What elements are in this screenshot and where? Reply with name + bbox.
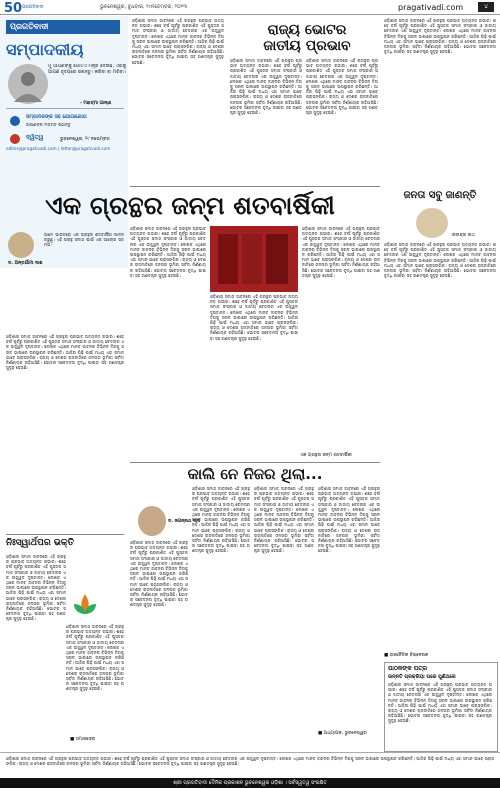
contact-note: ଆପଣଙ୍କ ମତାମତ ପଠାନ୍ତୁ [26, 122, 71, 127]
main-sidebar-text: ଆମେ ଭାରତରେ ଏକ ଗ୍ରନ୍ଥର ଶତବାର୍ଷିକୀ ପାଳନ କରୁଛୁ। ଏହି ଗ୍ରନ୍ଥ ସମାଜ ପାଇଁ ଏକ ଆଲୋକ ସ୍ତମ୍ଭ। [44, 232, 124, 248]
nihswartha-column-2: ଓଡ଼ିଶାର ସମାଜ ଜୀବନରେ ଏହି ଗ୍ରନ୍ଥର ପ୍ରଭାବ ଅତ୍ୟନ୍ତ ଗଭୀର। ଶହେ ବର୍ଷ ପୂର୍ବରୁ ପ୍ରକାଶିତ ଏହି ପୁସ୍ତକ ସମାଜ ସଂସ୍କାର ଓ ଜାତୀୟ ଚେତନାର ଏକ ଉଜ୍ଜ୍ୱଳ ଦୃଷ୍ଟାନ୍ତ। ଲେଖକ ଏଥିରେ ମାନବ ଜୀବନର ବିଭିନ୍ନ ଦିଗକୁ ସରଳ ଭାଷାରେ ଉପସ୍ଥାପନ କରିଛନ୍ତି। ଆଜିର ପିଢ଼ି ପାଇଁ ମଧ୍ୟ ଏହା ସମାନ ଭାବେ ପ୍ରାସଙ୍ଗିକ। ରାଜ୍ୟ ଓ ଦେଶର ରାଜନୀତିରେ ଜନତାର ଭୂମିକା ସର୍ବଦା ନିର୍ଣ୍ଣାୟକ ରହିଆସିଛି। ଭୋଟର ସଚେତନତା ବୃଦ୍ଧି ପାଇବା ସହ ଗଣତନ୍ତ୍ର ସୁଦୃଢ଼ ହେଉଛି। [66, 624, 124, 692]
main-column-1: ଓଡ଼ିଶାର ସମାଜ ଜୀବନରେ ଏହି ଗ୍ରନ୍ଥର ପ୍ରଭାବ ଅତ୍ୟନ୍ତ ଗଭୀର। ଶହେ ବର୍ଷ ପୂର୍ବରୁ ପ୍ରକାଶିତ ଏହି ପୁସ୍ତକ ସମାଜ ସଂସ୍କାର ଓ ଜାତୀୟ ଚେତନାର ଏକ ଉଜ୍ଜ୍ୱଳ ଦୃଷ୍ଟାନ୍ତ। ଲେଖକ ଏଥିରେ ମାନବ ଜୀବନର ବିଭିନ୍ନ ଦିଗକୁ ସରଳ ଭାଷାରେ ଉପସ୍ଥାପନ କରିଛନ୍ତି। ଆଜିର ପିଢ଼ି ପାଇଁ ମଧ୍ୟ ଏହା ସମାନ ଭାବେ ପ୍ରାସଙ୍ଗିକ। ରାଜ୍ୟ ଓ ଦେଶର ରାଜନୀତିରେ ଜନତାର ଭୂମିକା ସର୍ବଦା ନିର୍ଣ୍ଣାୟକ ରହିଆସିଛି। ଭୋଟର ସଚେତନତା ବୃଦ୍ଧି ପାଇବା ସହ ଗଣତନ୍ତ୍ର ସୁଦୃଢ଼ ହେଉଛି। [6, 334, 124, 371]
kali-headline: କାଲି ନେ ନିଜର ଥିଲା... [187, 465, 323, 483]
nihswartha-column-1: ଓଡ଼ିଶାର ସମାଜ ଜୀବନରେ ଏହି ଗ୍ରନ୍ଥର ପ୍ରଭାବ ଅତ୍ୟନ୍ତ ଗଭୀର। ଶହେ ବର୍ଷ ପୂର୍ବରୁ ପ୍ରକାଶିତ ଏହି ପୁସ୍ତକ ସମାଜ ସଂସ୍କାର ଓ ଜାତୀୟ ଚେତନାର ଏକ ଉଜ୍ଜ୍ୱଳ ଦୃଷ୍ଟାନ୍ତ। ଲେଖକ ଏଥିରେ ମାନବ ଜୀବନର ବିଭିନ୍ନ ଦିଗକୁ ସରଳ ଭାଷାରେ ଉପସ୍ଥାପନ କରିଛନ୍ତି। ଆଜିର ପିଢ଼ି ପାଇଁ ମଧ୍ୟ ଏହା ସମାନ ଭାବେ ପ୍ରାସଙ୍ଗିକ। ରାଜ୍ୟ ଓ ଦେଶର ରାଜନୀତିରେ ଜନତାର ଭୂମିକା ସର୍ବଦା ନିର୍ଣ୍ଣାୟକ ରହିଆସିଛି। ଭୋଟର ସଚେତନତା ବୃଦ୍ଧି ପାଇବା ସହ ଗଣତନ୍ତ୍ର ସୁଦୃଢ଼ ହେଉଛି। [6, 554, 66, 622]
bottom-strip: ଶ୍ରୀ ପ୍ରଗତିବାଦୀ ଦୈନିକ ପ୍ରକାଶନ ଭୁବନେଶ୍ୱର ଓଡ଼ିଶା । ସର୍ବସ୍ୱତ୍ୱ ସଂରକ୍ଷିତ [0, 778, 500, 788]
divider [6, 534, 124, 535]
main-column-4: ଓଡ଼ିଶାର ସମାଜ ଜୀବନରେ ଏହି ଗ୍ରନ୍ଥର ପ୍ରଭାବ ଅତ୍ୟନ୍ତ ଗଭୀର। ଶହେ ବର୍ଷ ପୂର୍ବରୁ ପ୍ରକାଶିତ ଏହି ପୁସ୍ତକ ସମାଜ ସଂସ୍କାର ଓ ଜାତୀୟ ଚେତନାର ଏକ ଉଜ୍ଜ୍ୱଳ ଦୃଷ୍ଟାନ୍ତ। ଲେଖକ ଏଥିରେ ମାନବ ଜୀବନର ବିଭିନ୍ନ ଦିଗକୁ ସରଳ ଭାଷାରେ ଉପସ୍ଥାପନ କରିଛନ୍ତି। ଆଜିର ପିଢ଼ି ପାଇଁ ମଧ୍ୟ ଏହା ସମାନ ଭାବେ ପ୍ରାସଙ୍ଗିକ। ରାଜ୍ୟ ଓ ଦେଶର ରାଜନୀତିରେ ଜନତାର ଭୂମିକା ସର୍ବଦା ନିର୍ଣ୍ଣାୟକ ରହିଆସିଛି। ଭୋଟର ସଚେତନତା ବୃଦ୍ଧି ପାଇବା ସହ ଗଣତନ୍ତ୍ର ସୁଦୃଢ଼ ହେଉଛି। [302, 226, 380, 278]
anniversary-sub: ପ୍ରଗତିବାଦୀ [22, 5, 44, 10]
quote-author: - ମହାତ୍ମା ଗାନ୍ଧୀ [80, 101, 112, 106]
janata-end: ■ ରାଜନୈତିକ ବିଶ୍ଳେଷକ [384, 653, 429, 658]
politics-headline-line-2: ଜାତୀୟ ପ୍ରଭାବ [263, 38, 351, 54]
main-column-3: ଓଡ଼ିଶାର ସମାଜ ଜୀବନରେ ଏହି ଗ୍ରନ୍ଥର ପ୍ରଭାବ ଅତ୍ୟନ୍ତ ଗଭୀର। ଶହେ ବର୍ଷ ପୂର୍ବରୁ ପ୍ରକାଶିତ ଏହି ପୁସ୍ତକ ସମାଜ ସଂସ୍କାର ଓ ଜାତୀୟ ଚେତନାର ଏକ ଉଜ୍ଜ୍ୱଳ ଦୃଷ୍ଟାନ୍ତ। ଲେଖକ ଏଥିରେ ମାନବ ଜୀବନର ବିଭିନ୍ନ ଦିଗକୁ ସରଳ ଭାଷାରେ ଉପସ୍ଥାପନ କରିଛନ୍ତି। ଆଜିର ପିଢ଼ି ପାଇଁ ମଧ୍ୟ ଏହା ସମାନ ଭାବେ ପ୍ରାସଙ୍ଗିକ। ରାଜ୍ୟ ଓ ଦେଶର ରାଜନୀତିରେ ଜନତାର ଭୂମିକା ସର୍ବଦା ନିର୍ଣ୍ଣାୟକ ରହିଆସିଛି। ଭୋଟର ସଚେତନତା ବୃଦ୍ଧି ପାଇବା ସହ ଗଣତନ୍ତ୍ର ସୁଦୃଢ଼ ହେଉଛି। [210, 294, 298, 341]
letters-headline: ଉନ୍ନତି ପ୍ରକ୍ରିୟା ପରେ ପୁଣିଥରେ [388, 674, 456, 680]
anniversary-number: 50 [4, 1, 23, 16]
divider [130, 462, 380, 463]
main-headline: ଏକ ଗ୍ରନ୍ଥର ଜନ୍ମ ଶତବାର୍ଷିକୀ [45, 191, 335, 220]
section-title: ସମ୍ପାଦକୀୟ [6, 40, 84, 59]
contact-icon [10, 116, 20, 126]
divider [130, 186, 380, 187]
location-icon [10, 134, 20, 144]
janata-body: ଓଡ଼ିଶାର ସମାଜ ଜୀବନରେ ଏହି ଗ୍ରନ୍ଥର ପ୍ରଭାବ ଅତ୍ୟନ୍ତ ଗଭୀର। ଶହେ ବର୍ଷ ପୂର୍ବରୁ ପ୍ରକାଶିତ ଏହି ପୁସ୍ତକ ସମାଜ ସଂସ୍କାର ଓ ଜାତୀୟ ଚେତନାର ଏକ ଉଜ୍ଜ୍ୱଳ ଦୃଷ୍ଟାନ୍ତ। ଲେଖକ ଏଥିରେ ମାନବ ଜୀବନର ବିଭିନ୍ନ ଦିଗକୁ ସରଳ ଭାଷାରେ ଉପସ୍ଥାପନ କରିଛନ୍ତି। ଆଜିର ପିଢ଼ି ପାଇଁ ମଧ୍ୟ ଏହା ସମାନ ଭାବେ ପ୍ରାସଙ୍ଗିକ। ରାଜ୍ୟ ଓ ଦେଶର ରାଜନୀତିରେ ଜନତାର ଭୂମିକା ସର୍ବଦା ନିର୍ଣ୍ଣାୟକ ରହିଆସିଛି। ଭୋଟର ସଚେତନତା ବୃଦ୍ଧି ପାଇବା ସହ ଗଣତନ୍ତ୍ର ସୁଦୃଢ଼ ହେଉଛି। [384, 242, 496, 279]
anniversary-logo [4, 1, 22, 16]
kali-column-1: ଓଡ଼ିଶାର ସମାଜ ଜୀବନରେ ଏହି ଗ୍ରନ୍ଥର ପ୍ରଭାବ ଅତ୍ୟନ୍ତ ଗଭୀର। ଶହେ ବର୍ଷ ପୂର୍ବରୁ ପ୍ରକାଶିତ ଏହି ପୁସ୍ତକ ସମାଜ ସଂସ୍କାର ଓ ଜାତୀୟ ଚେତନାର ଏକ ଉଜ୍ଜ୍ୱଳ ଦୃଷ୍ଟାନ୍ତ। ଲେଖକ ଏଥିରେ ମାନବ ଜୀବନର ବିଭିନ୍ନ ଦିଗକୁ ସରଳ ଭାଷାରେ ଉପସ୍ଥାପନ କରିଛନ୍ତି। ଆଜିର ପିଢ଼ି ପାଇଁ ମଧ୍ୟ ଏହା ସମାନ ଭାବେ ପ୍ରାସଙ୍ଗିକ। ରାଜ୍ୟ ଓ ଦେଶର ରାଜନୀତିରେ ଜନତାର ଭୂମିକା ସର୍ବଦା ନିର୍ଣ୍ଣାୟକ ରହିଆସିଛି। ଭୋଟର ସଚେତନତା ବୃଦ୍ଧି ପାଇବା ସହ ଗଣତନ୍ତ୍ର ସୁଦୃଢ଼ ହେଉଛି। [130, 540, 188, 608]
janata-author-photo [416, 208, 448, 238]
main-caption: ଏକ ଗ୍ରନ୍ଥର ଜନ୍ମ ଶତବାର୍ଷିକୀ [300, 453, 352, 458]
letters-title: ପାଠକଙ୍କ ପତ୍ର [388, 665, 428, 672]
politics-column-2: ଓଡ଼ିଶାର ସମାଜ ଜୀବନରେ ଏହି ଗ୍ରନ୍ଥର ପ୍ରଭାବ ଅତ୍ୟନ୍ତ ଗଭୀର। ଶହେ ବର୍ଷ ପୂର୍ବରୁ ପ୍ରକାଶିତ ଏହି ପୁସ୍ତକ ସମାଜ ସଂସ୍କାର ଓ ଜାତୀୟ ଚେତନାର ଏକ ଉଜ୍ଜ୍ୱଳ ଦୃଷ୍ଟାନ୍ତ। ଲେଖକ ଏଥିରେ ମାନବ ଜୀବନର ବିଭିନ୍ନ ଦିଗକୁ ସରଳ ଭାଷାରେ ଉପସ୍ଥାପନ କରିଛନ୍ତି। ଆଜିର ପିଢ଼ି ପାଇଁ ମଧ୍ୟ ଏହା ସମାନ ଭାବେ ପ୍ରାସଙ୍ଗିକ। ରାଜ୍ୟ ଓ ଦେଶର ରାଜନୀତିରେ ଜନତାର ଭୂମିକା ସର୍ବଦା ନିର୍ଣ୍ଣାୟକ ରହିଆସିଛି। ଭୋଟର ସଚେତନତା ବୃଦ୍ଧି ପାଇବା ସହ ଗଣତନ୍ତ୍ର ସୁଦୃଢ଼ ହେଉଛି। [306, 58, 378, 116]
politics-headline-line-1: ରାଜ୍ୟ ଭୋଟର [267, 22, 347, 38]
book-image [210, 226, 298, 292]
page-number: ୪ [478, 2, 494, 12]
kali-author: ଡ. ଜଗନ୍ନାଥ ଦାସ [168, 519, 200, 524]
politics-column-1: ଓଡ଼ିଶାର ସମାଜ ଜୀବନରେ ଏହି ଗ୍ରନ୍ଥର ପ୍ରଭାବ ଅତ୍ୟନ୍ତ ଗଭୀର। ଶହେ ବର୍ଷ ପୂର୍ବରୁ ପ୍ରକାଶିତ ଏହି ପୁସ୍ତକ ସମାଜ ସଂସ୍କାର ଓ ଜାତୀୟ ଚେତନାର ଏକ ଉଜ୍ଜ୍ୱଳ ଦୃଷ୍ଟାନ୍ତ। ଲେଖକ ଏଥିରେ ମାନବ ଜୀବନର ବିଭିନ୍ନ ଦିଗକୁ ସରଳ ଭାଷାରେ ଉପସ୍ଥାପନ କରିଛନ୍ତି। ଆଜିର ପିଢ଼ି ପାଇଁ ମଧ୍ୟ ଏହା ସମାନ ଭାବେ ପ୍ରାସଙ୍ଗିକ। ରାଜ୍ୟ ଓ ଦେଶର ରାଜନୀତିରେ ଜନତାର ଭୂମିକା ସର୍ବଦା ନିର୍ଣ୍ଣାୟକ ରହିଆସିଛି। ଭୋଟର ସଚେତନତା ବୃଦ୍ଧି ପାଇବା ସହ ଗଣତନ୍ତ୍ର ସୁଦୃଢ଼ ହେଉଛି। [230, 58, 302, 116]
politics-headline [236, 22, 378, 54]
main-author: ଡ. ଅନ୍ତର୍ଯାମୀ ଦାଶ [8, 261, 43, 266]
label-bhubaneswar: ଭୁବନେଶ୍ୱର, ୨୯ ନଭେମ୍ବର [60, 137, 110, 142]
email-line[interactable]: editor@pragativadi.com | letter@pragativadi.com [6, 146, 111, 151]
kali-column-4: ଓଡ଼ିଶାର ସମାଜ ଜୀବନରେ ଏହି ଗ୍ରନ୍ଥର ପ୍ରଭାବ ଅତ୍ୟନ୍ତ ଗଭୀର। ଶହେ ବର୍ଷ ପୂର୍ବରୁ ପ୍ରକାଶିତ ଏହି ପୁସ୍ତକ ସମାଜ ସଂସ୍କାର ଓ ଜାତୀୟ ଚେତନାର ଏକ ଉଜ୍ଜ୍ୱଳ ଦୃଷ୍ଟାନ୍ତ। ଲେଖକ ଏଥିରେ ମାନବ ଜୀବନର ବିଭିନ୍ନ ଦିଗକୁ ସରଳ ଭାଷାରେ ଉପସ୍ଥାପନ କରିଛନ୍ତି। ଆଜିର ପିଢ଼ି ପାଇଁ ମଧ୍ୟ ଏହା ସମାନ ଭାବେ ପ୍ରାସଙ୍ଗିକ। ରାଜ୍ୟ ଓ ଦେଶର ରାଜନୀତିରେ ଜନତାର ଭୂମିକା ସର୍ବଦା ନିର୍ଣ୍ଣାୟକ ରହିଆସିଛି। ଭୋଟର ସଚେତନତା ବୃଦ୍ଧି ପାଇବା ସହ ଗଣତନ୍ତ୍ର ସୁଦୃଢ଼ ହେଉଛି। [318, 486, 380, 554]
site-url[interactable]: pragativadi.com [398, 3, 464, 12]
kali-column-2: ଓଡ଼ିଶାର ସମାଜ ଜୀବନରେ ଏହି ଗ୍ରନ୍ଥର ପ୍ରଭାବ ଅତ୍ୟନ୍ତ ଗଭୀର। ଶହେ ବର୍ଷ ପୂର୍ବରୁ ପ୍ରକାଶିତ ଏହି ପୁସ୍ତକ ସମାଜ ସଂସ୍କାର ଓ ଜାତୀୟ ଚେତନାର ଏକ ଉଜ୍ଜ୍ୱଳ ଦୃଷ୍ଟାନ୍ତ। ଲେଖକ ଏଥିରେ ମାନବ ଜୀବନର ବିଭିନ୍ନ ଦିଗକୁ ସରଳ ଭାଷାରେ ଉପସ୍ଥାପନ କରିଛନ୍ତି। ଆଜିର ପିଢ଼ି ପାଇଁ ମଧ୍ୟ ଏହା ସମାନ ଭାବେ ପ୍ରାସଙ୍ଗିକ। ରାଜ୍ୟ ଓ ଦେଶର ରାଜନୀତିରେ ଜନତାର ଭୂମିକା ସର୍ବଦା ନିର୍ଣ୍ଣାୟକ ରହିଆସିଛି। ଭୋଟର ସଚେତନତା ବୃଦ୍ଧି ପାଇବା ସହ ଗଣତନ୍ତ୍ର ସୁଦୃଢ଼ ହେଉଛି। [192, 486, 250, 554]
janata-headline: ଜନତା ସବୁ ଜାଣନ୍ତି [403, 190, 477, 201]
nihswartha-headline: ନିଃସ୍ୱାର୍ଥପର ଭକ୍ତି [6, 538, 74, 548]
politics-column-3: ଓଡ଼ିଶାର ସମାଜ ଜୀବନରେ ଏହି ଗ୍ରନ୍ଥର ପ୍ରଭାବ ଅତ୍ୟନ୍ତ ଗଭୀର। ଶହେ ବର୍ଷ ପୂର୍ବରୁ ପ୍ରକାଶିତ ଏହି ପୁସ୍ତକ ସମାଜ ସଂସ୍କାର ଓ ଜାତୀୟ ଚେତନାର ଏକ ଉଜ୍ଜ୍ୱଳ ଦୃଷ୍ଟାନ୍ତ। ଲେଖକ ଏଥିରେ ମାନବ ଜୀବନର ବିଭିନ୍ନ ଦିଗକୁ ସରଳ ଭାଷାରେ ଉପସ୍ଥାପନ କରିଛନ୍ତି। ଆଜିର ପିଢ଼ି ପାଇଁ ମଧ୍ୟ ଏହା ସମାନ ଭାବେ ପ୍ରାସଙ୍ଗିକ। ରାଜ୍ୟ ଓ ଦେଶର ରାଜନୀତିରେ ଜନତାର ଭୂମିକା ସର୍ବଦା ନିର୍ଣ୍ଣାୟକ ରହିଆସିଛି। ଭୋଟର ସଚେତନତା ବୃଦ୍ଧି ପାଇବା ସହ ଗଣତନ୍ତ୍ର ସୁଦୃଢ଼ ହେଉଛି। [384, 18, 496, 55]
janata-author: ରବୀନ୍ଦ୍ର ନାଥ [452, 233, 475, 238]
label-dwitwa: ଦ୍ୱିତ୍ୱ [26, 134, 44, 141]
kali-column-3: ଓଡ଼ିଶାର ସମାଜ ଜୀବନରେ ଏହି ଗ୍ରନ୍ଥର ପ୍ରଭାବ ଅତ୍ୟନ୍ତ ଗଭୀର। ଶହେ ବର୍ଷ ପୂର୍ବରୁ ପ୍ରକାଶିତ ଏହି ପୁସ୍ତକ ସମାଜ ସଂସ୍କାର ଓ ଜାତୀୟ ଚେତନାର ଏକ ଉଜ୍ଜ୍ୱଳ ଦୃଷ୍ଟାନ୍ତ। ଲେଖକ ଏଥିରେ ମାନବ ଜୀବନର ବିଭିନ୍ନ ଦିଗକୁ ସରଳ ଭାଷାରେ ଉପସ୍ଥାପନ କରିଛନ୍ତି। ଆଜିର ପିଢ଼ି ପାଇଁ ମଧ୍ୟ ଏହା ସମାନ ଭାବେ ପ୍ରାସଙ୍ଗିକ। ରାଜ୍ୟ ଓ ଦେଶର ରାଜନୀତିରେ ଜନତାର ଭୂମିକା ସର୍ବଦା ନିର୍ଣ୍ଣାୟକ ରହିଆସିଛି। ଭୋଟର ସଚେତନତା ବୃଦ୍ଧି ପାଇବା ସହ ଗଣତନ୍ତ୍ର ସୁଦୃଢ଼ ହେଉଛି। [254, 486, 314, 554]
editorial-column-1: ଓଡ଼ିଶାର ସମାଜ ଜୀବନରେ ଏହି ଗ୍ରନ୍ଥର ପ୍ରଭାବ ଅତ୍ୟନ୍ତ ଗଭୀର। ଶହେ ବର୍ଷ ପୂର୍ବରୁ ପ୍ରକାଶିତ ଏହି ପୁସ୍ତକ ସମାଜ ସଂସ୍କାର ଓ ଜାତୀୟ ଚେତନାର ଏକ ଉଜ୍ଜ୍ୱଳ ଦୃଷ୍ଟାନ୍ତ। ଲେଖକ ଏଥିରେ ମାନବ ଜୀବନର ବିଭିନ୍ନ ଦିଗକୁ ସରଳ ଭାଷାରେ ଉପସ୍ଥାପନ କରିଛନ୍ତି। ଆଜିର ପିଢ଼ି ପାଇଁ ମଧ୍ୟ ଏହା ସମାନ ଭାବେ ପ୍ରାସଙ୍ଗିକ। ରାଜ୍ୟ ଓ ଦେଶର ରାଜନୀତିରେ ଜନତାର ଭୂମିକା ସର୍ବଦା ନିର୍ଣ୍ଣାୟକ ରହିଆସିଛି। ଭୋଟର ସଚେତନତା ବୃଦ୍ଧି ପାଇବା ସହ ଗଣତନ୍ତ୍ର ସୁଦୃଢ଼ ହେଉଛି। [132, 18, 224, 65]
gandhi-portrait [8, 64, 48, 104]
main-column-2: ଓଡ଼ିଶାର ସମାଜ ଜୀବନରେ ଏହି ଗ୍ରନ୍ଥର ପ୍ରଭାବ ଅତ୍ୟନ୍ତ ଗଭୀର। ଶହେ ବର୍ଷ ପୂର୍ବରୁ ପ୍ରକାଶିତ ଏହି ପୁସ୍ତକ ସମାଜ ସଂସ୍କାର ଓ ଜାତୀୟ ଚେତନାର ଏକ ଉଜ୍ଜ୍ୱଳ ଦୃଷ୍ଟାନ୍ତ। ଲେଖକ ଏଥିରେ ମାନବ ଜୀବନର ବିଭିନ୍ନ ଦିଗକୁ ସରଳ ଭାଷାରେ ଉପସ୍ଥାପନ କରିଛନ୍ତି। ଆଜିର ପିଢ଼ି ପାଇଁ ମଧ୍ୟ ଏହା ସମାନ ଭାବେ ପ୍ରାସଙ୍ଗିକ। ରାଜ୍ୟ ଓ ଦେଶର ରାଜନୀତିରେ ଜନତାର ଭୂମିକା ସର୍ବଦା ନିର୍ଣ୍ଣାୟକ ରହିଆସିଛି। ଭୋଟର ସଚେତନତା ବୃଦ୍ଧି ପାଇବା ସହ ଗଣତନ୍ତ୍ର ସୁଦୃଢ଼ ହେଉଛି। [130, 226, 206, 278]
footer-body: ଓଡ଼ିଶାର ସମାଜ ଜୀବନରେ ଏହି ଗ୍ରନ୍ଥର ପ୍ରଭାବ ଅତ୍ୟନ୍ତ ଗଭୀର। ଶହେ ବର୍ଷ ପୂର୍ବରୁ ପ୍ରକାଶିତ ଏହି ପୁସ୍ତକ ସମାଜ ସଂସ୍କାର ଓ ଜାତୀୟ ଚେତନାର ଏକ ଉଜ୍ଜ୍ୱଳ ଦୃଷ୍ଟାନ୍ତ। ଲେଖକ ଏଥିରେ ମାନବ ଜୀବନର ବିଭିନ୍ନ ଦିଗକୁ ସରଳ ଭାଷାରେ ଉପସ୍ଥାପନ କରିଛନ୍ତି। ଆଜିର ପିଢ଼ି ପାଇଁ ମଧ୍ୟ ଏହା ସମାନ ଭାବେ ପ୍ରାସଙ୍ଗିକ। ରାଜ୍ୟ ଓ ଦେଶର ରାଜନୀତିରେ ଜନତାର ଭୂମିକା ସର୍ବଦା ନିର୍ଣ୍ଣାୟକ ରହିଆସିଛି। ଭୋଟର ସଚେତନତା ବୃଦ୍ଧି ପାଇବା ସହ ଗଣତନ୍ତ୍ର ସୁଦୃଢ଼ ହେଉଛି। [6, 756, 494, 767]
brand-badge: ପ୍ରଗତିବାଦୀ [6, 20, 120, 34]
letters-body: ଓଡ଼ିଶାର ସମାଜ ଜୀବନରେ ଏହି ଗ୍ରନ୍ଥର ପ୍ରଭାବ ଅତ୍ୟନ୍ତ ଗଭୀର। ଶହେ ବର୍ଷ ପୂର୍ବରୁ ପ୍ରକାଶିତ ଏହି ପୁସ୍ତକ ସମାଜ ସଂସ୍କାର ଓ ଜାତୀୟ ଚେତନାର ଏକ ଉଜ୍ଜ୍ୱଳ ଦୃଷ୍ଟାନ୍ତ। ଲେଖକ ଏଥିରେ ମାନବ ଜୀବନର ବିଭିନ୍ନ ଦିଗକୁ ସରଳ ଭାଷାରେ ଉପସ୍ଥାପନ କରିଛନ୍ତି। ଆଜିର ପିଢ଼ି ପାଇଁ ମଧ୍ୟ ଏହା ସମାନ ଭାବେ ପ୍ରାସଙ୍ଗିକ। ରାଜ୍ୟ ଓ ଦେଶର ରାଜନୀତିରେ ଜନତାର ଭୂମିକା ସର୍ବଦା ନିର୍ଣ୍ଣାୟକ ରହିଆସିଛି। ଭୋଟର ସଚେତନତା ବୃଦ୍ଧି ପାଇବା ସହ ଗଣତନ୍ତ୍ର ସୁଦୃଢ଼ ହେଉଛି। [388, 682, 492, 724]
main-author-photo [8, 232, 34, 258]
divider [6, 108, 124, 109]
kali-author-photo [138, 506, 166, 536]
dateline: ଭୁବନେଶ୍ୱର, ବୁଧବାର, ୨୯ନବେମ୍ବର, ୨୦୨୩ [100, 4, 188, 10]
lotus-icon [70, 590, 100, 620]
nihswartha-end: ■ ସମାଜସେବୀ [70, 737, 96, 742]
quote-text: ମୁଁ ଆପଣଙ୍କୁ ଗୋଟିଏ ମନ୍ତ୍ର ଦେଉଛି, ଏହାକୁ ଆପଣ ହୃଦୟରେ ରଖନ୍ତୁ। କରିବା ବା ମରିବା। [48, 64, 126, 75]
contact-title: ସମ୍ପାଦକଙ୍କ ସହ ଯୋଗାଯୋଗ [26, 114, 87, 120]
kali-end: ■ ଅଧ୍ୟାପକ, ଭୁବନେଶ୍ୱର [318, 731, 367, 736]
